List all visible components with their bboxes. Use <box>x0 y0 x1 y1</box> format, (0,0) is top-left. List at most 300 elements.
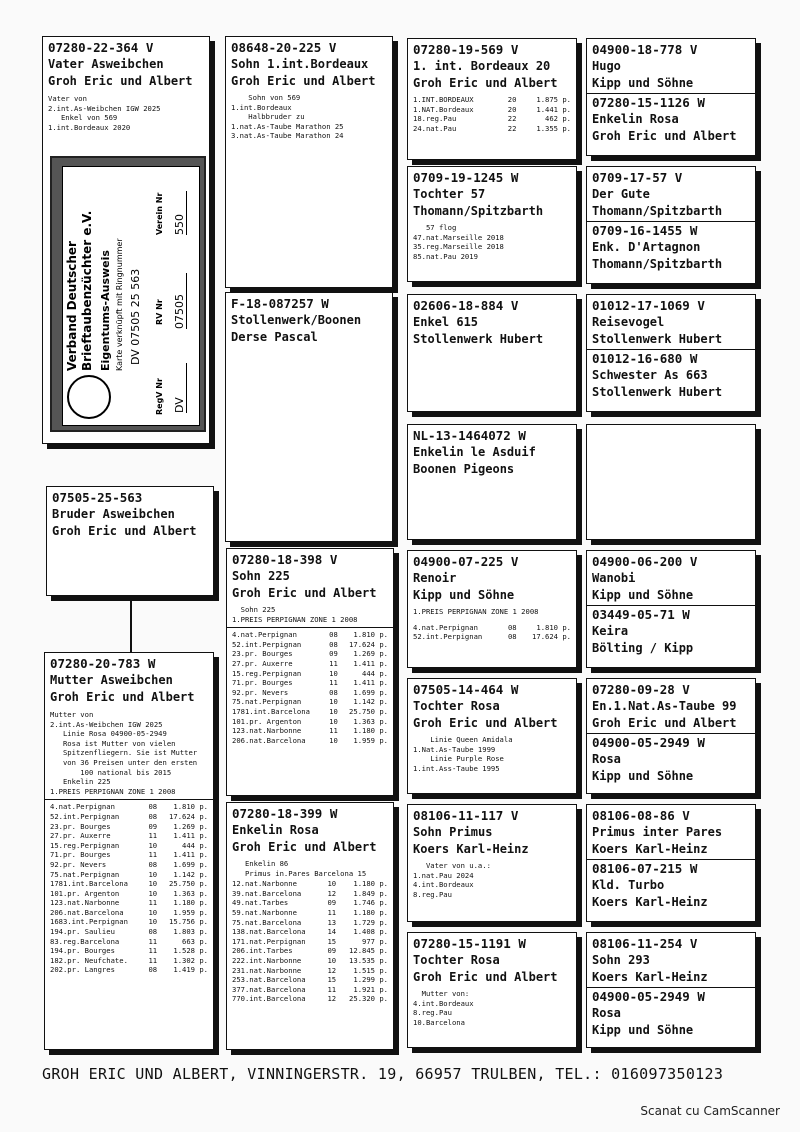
gen4-1b-name: Enkelin Rosa <box>592 112 679 126</box>
result-row <box>50 937 208 947</box>
result-race: 1781.int.Barcelona <box>50 879 128 889</box>
card-ring-number: DV 07505 25 563 <box>129 268 142 365</box>
gen4-7a-name: Sohn 293 <box>592 953 650 967</box>
sire-of-dam-owner: Groh Eric und Albert <box>232 586 377 600</box>
gen4-4a-ring-id: 04900-06-200 V <box>592 554 698 569</box>
result-year: 20 <box>507 104 517 114</box>
result-birds: 1.419 p. <box>173 965 208 975</box>
gen4-2b-ring-id: 0709-16-1455 W <box>592 223 698 238</box>
result-row <box>50 917 208 927</box>
result-row <box>50 898 208 908</box>
result-row <box>413 632 571 642</box>
result-year: 10 <box>329 697 338 707</box>
result-race: 194.pr. Bourges <box>50 946 115 956</box>
dam-of-sire-box <box>225 292 393 542</box>
gen4-5b-name: Rosa <box>592 752 621 766</box>
subject-owner: Groh Eric und Albert <box>48 74 193 88</box>
result-birds: 1.699 p. <box>173 859 208 869</box>
gen3-7-ring-id: 08106-11-117 V <box>413 808 519 823</box>
gen3-box-3 <box>407 294 577 412</box>
result-row <box>50 850 208 860</box>
scanner-watermark: Scanat cu CamScanner <box>640 1104 780 1118</box>
dam-of-dam-name: Enkelin Rosa <box>232 823 319 837</box>
result-race: 24.nat.Pau <box>413 123 457 133</box>
result-row <box>50 927 208 937</box>
gen3-6-name: Tochter Rosa <box>413 699 500 713</box>
connector-line <box>130 600 132 655</box>
result-row <box>50 812 208 822</box>
dam-of-dam-results-table <box>232 879 388 1004</box>
gen4-pair-4 <box>586 550 756 668</box>
result-race: 231.nat.Narbonne <box>232 965 302 975</box>
card-verein-label: Verein Nr <box>155 192 164 235</box>
result-year: 09 <box>327 946 337 956</box>
result-race: 123.nat.Narbonne <box>50 898 120 908</box>
card-regv-label: RegV Nr <box>155 378 164 415</box>
gen4-3a-ring-id: 01012-17-1069 V <box>592 298 705 313</box>
result-race: 202.pr. Langres <box>50 965 115 975</box>
gen4-3a-name: Reisevogel <box>592 315 665 329</box>
result-race: 52.int.Perpignan <box>413 632 483 642</box>
gen3-8-name: Tochter Rosa <box>413 953 500 967</box>
gen3-6-ring-id: 07505-14-464 W <box>413 682 519 697</box>
gen3-1-owner: Groh Eric und Albert <box>413 76 558 90</box>
result-year: 15 <box>327 975 337 985</box>
result-birds: 1.355 p. <box>536 123 571 133</box>
result-row <box>232 927 388 937</box>
result-birds: 1.180 p. <box>353 726 388 736</box>
result-birds: 444 p. <box>362 668 388 678</box>
subject-notes: Vater von 2.int.As-Weibchen IGW 2025 Enkel von 569 1.int.Bordeaux 2020 <box>48 94 161 132</box>
result-row <box>232 678 388 688</box>
result-race: 253.nat.Barcelona <box>232 975 306 985</box>
result-race: 52.int.Perpignan <box>232 639 302 649</box>
result-year: 12 <box>327 965 337 975</box>
result-race: 206.int.Tarbes <box>232 946 293 956</box>
result-race: 18.reg.Pau <box>413 114 457 124</box>
gen3-5-notes: 1.PREIS PERPIGNAN ZONE 1 2008 <box>413 607 539 616</box>
card-rv-value: 07505 <box>173 273 187 329</box>
sire-of-dam-notes: Sohn 225 1.PREIS PERPIGNAN ZONE 1 2008 <box>232 605 358 624</box>
mother-box <box>44 652 214 1050</box>
sire-box <box>225 36 393 288</box>
gen4-1a-name: Hugo <box>592 59 621 73</box>
result-birds: 1.142 p. <box>173 869 208 879</box>
result-race: 27.pr. Auxerre <box>50 831 111 841</box>
result-race: 83.reg.Barcelona <box>50 936 120 946</box>
result-row <box>232 630 388 640</box>
result-row <box>413 105 571 115</box>
result-row <box>232 937 388 947</box>
gen4-4a-owner: Kipp und Söhne <box>592 588 694 602</box>
subject-name: Vater Asweibchen <box>48 57 164 71</box>
result-birds: 1.363 p. <box>353 716 388 726</box>
result-row <box>232 975 388 985</box>
dam-of-sire-owner: Derse Pascal <box>231 330 318 344</box>
result-year: 10 <box>148 907 158 917</box>
gen4-7a-ring-id: 08106-11-254 V <box>592 936 698 951</box>
result-race: 75.nat.Perpignan <box>50 869 120 879</box>
result-row <box>232 879 388 889</box>
result-row <box>50 908 208 918</box>
result-race: 4.nat.Perpignan <box>232 630 297 640</box>
result-year: 08 <box>148 859 158 869</box>
result-race: 75.nat.Barcelona <box>232 917 302 927</box>
sire-owner: Groh Eric und Albert <box>231 74 376 88</box>
result-year: 12 <box>327 994 337 1004</box>
result-birds: 1.411 p. <box>173 850 208 860</box>
result-row <box>232 697 388 707</box>
result-birds: 1.699 p. <box>353 687 388 697</box>
card-org-line2: Brieftaubenzüchter e.V. <box>80 210 94 371</box>
gen3-box-1 <box>407 38 577 160</box>
gen4-6b-name: Kld. Turbo <box>592 878 665 892</box>
mother-ring-id: 07280-20-783 W <box>50 656 156 671</box>
result-birds: 1.269 p. <box>353 649 388 659</box>
result-row <box>232 918 388 928</box>
result-row <box>232 659 388 669</box>
ownership-card-image <box>50 156 206 432</box>
result-birds: 1.803 p. <box>173 927 208 937</box>
gen3-2-notes: 57 flog 47.nat.Marseille 2018 35.reg.Marseille 2018 85.nat.Pau 2019 <box>413 223 504 261</box>
result-birds: 1.810 p. <box>173 802 208 812</box>
result-year: 12 <box>327 888 337 898</box>
result-year: 08 <box>148 802 158 812</box>
result-race: 1781.int.Barcelona <box>232 706 310 716</box>
gen3-box-2 <box>407 166 577 282</box>
result-race: 15.reg.Perpignan <box>50 840 120 850</box>
dam-of-dam-ring-id: 07280-18-399 W <box>232 806 338 821</box>
result-birds: 1.180 p. <box>173 898 208 908</box>
dam-of-dam-notes: Enkelin 86 Primus in.Pares Barcelona 15 <box>232 859 367 878</box>
subject-ring-id: 07280-22-364 V <box>48 40 154 55</box>
gen4-1b-owner: Groh Eric und Albert <box>592 129 737 143</box>
result-birds: 17.624 p. <box>349 639 388 649</box>
gen4-3b-owner: Stollenwerk Hubert <box>592 385 723 399</box>
result-year: 10 <box>329 716 338 726</box>
gen3-5-ring-id: 04900-07-225 V <box>413 554 519 569</box>
result-year: 08 <box>148 811 158 821</box>
result-row <box>50 841 208 851</box>
result-race: 4.nat.Perpignan <box>413 622 478 632</box>
gen4-4b-name: Keira <box>592 624 629 638</box>
gen3-5-name: Renoir <box>413 571 457 585</box>
card-rv-label: RV Nr <box>155 299 164 325</box>
result-row <box>232 898 388 908</box>
result-race: 39.nat.Barcelona <box>232 888 302 898</box>
gen3-7-name: Sohn Primus <box>413 825 493 839</box>
gen3-8-owner: Groh Eric und Albert <box>413 970 558 984</box>
breeder-address-footer: GROH ERIC UND ALBERT, VINNINGERSTR. 19, 66957 TRULBEN, TEL.: 016097350123 <box>42 1065 724 1083</box>
gen3-7-notes: Vater von u.a.: 1.nat.Pau 2024 4.int.Bordeaux 8.reg.Pau <box>413 861 491 899</box>
gen4-5a-owner: Groh Eric und Albert <box>592 716 737 730</box>
gen4-5b-owner: Kipp und Söhne <box>592 769 694 783</box>
gen3-2-owner: Thomann/Spitzbarth <box>413 204 544 218</box>
gen4-pair-5 <box>586 678 756 794</box>
association-logo-icon <box>67 375 111 419</box>
result-row <box>50 946 208 956</box>
result-race: 101.pr. Argenton <box>50 888 120 898</box>
result-year: 11 <box>148 936 158 946</box>
result-year: 09 <box>148 821 158 831</box>
result-year: 08 <box>329 630 338 640</box>
mother-results-table <box>50 802 208 975</box>
card-title: Eigentums-Ausweis <box>99 250 112 371</box>
brother-ring-id: 07505-25-563 <box>52 490 143 505</box>
sire-of-dam-results-table <box>232 630 388 745</box>
result-year: 11 <box>148 850 158 860</box>
result-race: 71.pr. Bourges <box>50 850 111 860</box>
result-race: 1.NAT.Bordeaux <box>413 104 474 114</box>
gen3-box-8 <box>407 932 577 1048</box>
result-year: 10 <box>327 955 337 965</box>
gen3-3-owner: Stollenwerk Hubert <box>413 332 544 346</box>
gen4-2b-name: Enk. D'Artagnon <box>592 240 701 254</box>
result-birds: 15.756 p. <box>169 917 208 927</box>
result-birds: 1.302 p. <box>173 955 208 965</box>
result-row <box>50 956 208 966</box>
result-row <box>413 114 571 124</box>
result-birds: 1.363 p. <box>173 888 208 898</box>
result-year: 11 <box>148 831 158 841</box>
gen3-8-ring-id: 07280-15-1191 W <box>413 936 526 951</box>
result-year: 10 <box>148 879 158 889</box>
result-race: 377.nat.Barcelona <box>232 984 306 994</box>
result-race: 23.pr. Bourges <box>232 649 293 659</box>
gen4-5a-ring-id: 07280-09-28 V <box>592 682 690 697</box>
result-row <box>232 707 388 717</box>
result-year: 10 <box>148 869 158 879</box>
result-year: 09 <box>327 898 337 908</box>
result-birds: 462 p. <box>545 114 571 124</box>
result-race: 15.reg.Perpignan <box>232 668 302 678</box>
card-subtitle: Karte verknüpft mit Ringnummer <box>115 238 124 371</box>
gen4-6a-ring-id: 08106-08-86 V <box>592 808 690 823</box>
result-row <box>232 669 388 679</box>
result-birds: 1.441 p. <box>536 104 571 114</box>
result-birds: 1.142 p. <box>353 697 388 707</box>
gen3-box-7 <box>407 804 577 922</box>
result-year: 11 <box>329 726 338 736</box>
result-race: 770.int.Barcelona <box>232 994 306 1004</box>
gen3-4-owner: Boonen Pigeons <box>413 462 515 476</box>
result-year: 20 <box>507 95 517 104</box>
result-year: 08 <box>329 639 338 649</box>
gen4-pair-3 <box>586 294 756 412</box>
result-birds: 1.810 p. <box>536 622 571 632</box>
result-birds: 444 p. <box>182 840 208 850</box>
result-row <box>50 965 208 975</box>
gen3-box-6 <box>407 678 577 794</box>
gen4-2a-name: Der Gute <box>592 187 650 201</box>
gen3-1-ring-id: 07280-19-569 V <box>413 42 519 57</box>
gen4-6a-owner: Koers Karl-Heinz <box>592 842 708 856</box>
gen3-2-ring-id: 0709-19-1245 W <box>413 170 519 185</box>
result-race: 52.int.Perpignan <box>50 811 120 821</box>
result-row <box>232 985 388 995</box>
result-row <box>232 688 388 698</box>
brother-box <box>46 486 214 596</box>
result-row <box>232 717 388 727</box>
gen4-empty-box <box>586 424 756 540</box>
result-birds: 1.729 p. <box>353 917 388 927</box>
sire-notes: Sohn von 569 1.int.Bordeaux Halbbruder zu 1.nat.As-Taube Marathon 25 3.nat.As-Taube Marathon 24 <box>231 93 344 141</box>
gen3-box-5 <box>407 550 577 668</box>
result-year: 10 <box>148 888 158 898</box>
result-birds: 17.624 p. <box>169 811 208 821</box>
result-row <box>232 946 388 956</box>
result-year: 10 <box>329 706 338 716</box>
gen4-2a-owner: Thomann/Spitzbarth <box>592 204 723 218</box>
sire-name: Sohn 1.int.Bordeaux <box>231 57 369 71</box>
gen4-pair-1 <box>586 38 756 156</box>
result-birds: 17.624 p. <box>532 632 571 642</box>
dam-of-dam-box <box>226 802 394 1050</box>
gen4-pair-7 <box>586 932 756 1048</box>
gen3-7-owner: Koers Karl-Heinz <box>413 842 529 856</box>
result-birds: 1.411 p. <box>353 658 388 668</box>
result-race: 59.nat.Narbonne <box>232 907 297 917</box>
gen4-7b-owner: Kipp und Söhne <box>592 1023 694 1037</box>
brother-name: Bruder Asweibchen <box>52 507 175 521</box>
gen4-3b-name: Schwester As 663 <box>592 368 708 382</box>
result-race: 23.pr. Bourges <box>50 821 111 831</box>
result-race: 4.nat.Perpignan <box>50 802 115 812</box>
mother-notes: Mutter von 2.int.As-Weibchen IGW 2025 Linie Rosa 04900-05-2949 Rosa ist Mutter von vielen Spitzenfliegern. Sie ist Mutter von 36 Preisen unter den ersten 100 national bis 2015 Enkelin 225 1.PREIS PERPIGNAN ZONE 1 2008 <box>50 710 198 796</box>
result-birds: 1.269 p. <box>173 821 208 831</box>
result-race: 75.nat.Perpignan <box>232 697 302 707</box>
result-year: 11 <box>148 898 158 908</box>
result-race: 182.pr. Neufchate. <box>50 955 128 965</box>
result-race: 49.nat.Tarbes <box>232 898 289 908</box>
gen3-2-name: Tochter 57 <box>413 187 486 201</box>
result-race: 1.INT.BORDEAUX <box>413 95 474 104</box>
result-birds: 1.299 p. <box>353 975 388 985</box>
brother-owner: Groh Eric und Albert <box>52 524 197 538</box>
result-year: 08 <box>507 622 517 632</box>
gen4-7b-name: Rosa <box>592 1006 621 1020</box>
result-race: 92.pr. Nevers <box>232 687 289 697</box>
dam-of-sire-name: Stollenwerk/Boonen <box>231 313 362 327</box>
result-row <box>232 736 388 746</box>
result-row <box>50 879 208 889</box>
result-row <box>232 966 388 976</box>
result-year: 09 <box>329 649 338 659</box>
card-regv-value: DV <box>173 363 187 413</box>
gen4-2b-owner: Thomann/Spitzbarth <box>592 257 723 271</box>
result-birds: 25.750 p. <box>169 879 208 889</box>
gen3-4-name: Enkelin le Asduif <box>413 445 536 459</box>
gen3-8-notes: Mutter von: 4.int.Bordeaux 8.reg.Pau 10.Barcelona <box>413 989 474 1027</box>
result-year: 14 <box>327 927 337 937</box>
result-birds: 1.411 p. <box>353 678 388 688</box>
result-year: 11 <box>327 907 337 917</box>
gen4-pair-6 <box>586 804 756 922</box>
result-race: 92.pr. Nevers <box>50 859 107 869</box>
result-birds: 1.959 p. <box>353 735 388 745</box>
card-org-line1: Verband Deutscher <box>65 241 79 371</box>
result-race: 194.pr. Saulieu <box>50 927 115 937</box>
result-year: 11 <box>327 984 337 994</box>
gen4-3b-ring-id: 01012-16-680 W <box>592 351 698 366</box>
gen4-1a-owner: Kipp und Söhne <box>592 76 694 90</box>
result-birds: 1.849 p. <box>353 888 388 898</box>
result-race: 171.nat.Perpignan <box>232 936 306 946</box>
result-birds: 663 p. <box>182 936 208 946</box>
result-row <box>232 649 388 659</box>
dam-of-dam-owner: Groh Eric und Albert <box>232 840 377 854</box>
mother-owner: Groh Eric und Albert <box>50 690 195 704</box>
result-year: 08 <box>148 927 158 937</box>
result-race: 123.nat.Narbonne <box>232 726 302 736</box>
sire-of-dam-box <box>226 548 394 796</box>
result-race: 101.pr. Argenton <box>232 716 302 726</box>
result-year: 10 <box>148 917 158 927</box>
result-birds: 12.845 p. <box>349 946 388 956</box>
gen4-2a-ring-id: 0709-17-57 V <box>592 170 683 185</box>
gen4-1a-ring-id: 04900-18-778 V <box>592 42 698 57</box>
gen4-7a-owner: Koers Karl-Heinz <box>592 970 708 984</box>
gen4-pair-2 <box>586 166 756 284</box>
gen4-6b-owner: Koers Karl-Heinz <box>592 895 708 909</box>
dam-of-sire-ring-id: F-18-087257 W <box>231 296 329 311</box>
gen4-7b-ring-id: 04900-05-2949 W <box>592 989 705 1004</box>
result-year: 08 <box>329 687 338 697</box>
result-race: 1683.int.Perpignan <box>50 917 128 927</box>
result-year: 22 <box>507 114 517 124</box>
gen3-3-ring-id: 02606-18-884 V <box>413 298 519 313</box>
result-race: 12.nat.Narbonne <box>232 879 297 889</box>
sire-of-dam-ring-id: 07280-18-398 V <box>232 552 338 567</box>
sire-of-dam-name: Sohn 225 <box>232 569 290 583</box>
result-birds: 1.180 p. <box>353 879 388 889</box>
result-race: 222.int.Narbonne <box>232 955 302 965</box>
result-row <box>232 994 388 1004</box>
result-birds: 977 p. <box>362 936 388 946</box>
result-race: 206.nat.Barcelona <box>232 735 306 745</box>
result-row <box>50 802 208 812</box>
result-row <box>50 870 208 880</box>
gen4-4a-name: Wanobi <box>592 571 636 585</box>
result-year: 10 <box>148 840 158 850</box>
result-row <box>50 889 208 899</box>
result-birds: 1.180 p. <box>353 907 388 917</box>
result-race: 27.pr. Auxerre <box>232 658 293 668</box>
gen4-5b-ring-id: 04900-05-2949 W <box>592 735 705 750</box>
result-row <box>50 831 208 841</box>
result-year: 15 <box>327 936 337 946</box>
result-year: 10 <box>329 668 338 678</box>
result-race: 206.nat.Barcelona <box>50 907 124 917</box>
result-year: 08 <box>507 632 517 642</box>
result-year: 11 <box>329 678 338 688</box>
result-year: 22 <box>507 123 517 133</box>
gen3-6-notes: Linie Queen Amidala 1.Nat.As-Taube 1999 Linie Purple Rose 1.int.Ass-Taube 1995 <box>413 735 513 773</box>
result-birds: 1.528 p. <box>173 946 208 956</box>
result-row <box>232 908 388 918</box>
gen4-4b-owner: Bölting / Kipp <box>592 641 694 655</box>
gen4-1b-ring-id: 07280-15-1126 W <box>592 95 705 110</box>
result-row <box>50 822 208 832</box>
gen3-5-results-table <box>413 623 571 642</box>
result-row <box>413 95 571 105</box>
gen3-6-owner: Groh Eric und Albert <box>413 716 558 730</box>
gen4-3a-owner: Stollenwerk Hubert <box>592 332 723 346</box>
sire-ring-id: 08648-20-225 V <box>231 40 337 55</box>
result-birds: 25.320 p. <box>349 994 388 1004</box>
gen3-box-4 <box>407 424 577 540</box>
result-year: 13 <box>327 917 337 927</box>
